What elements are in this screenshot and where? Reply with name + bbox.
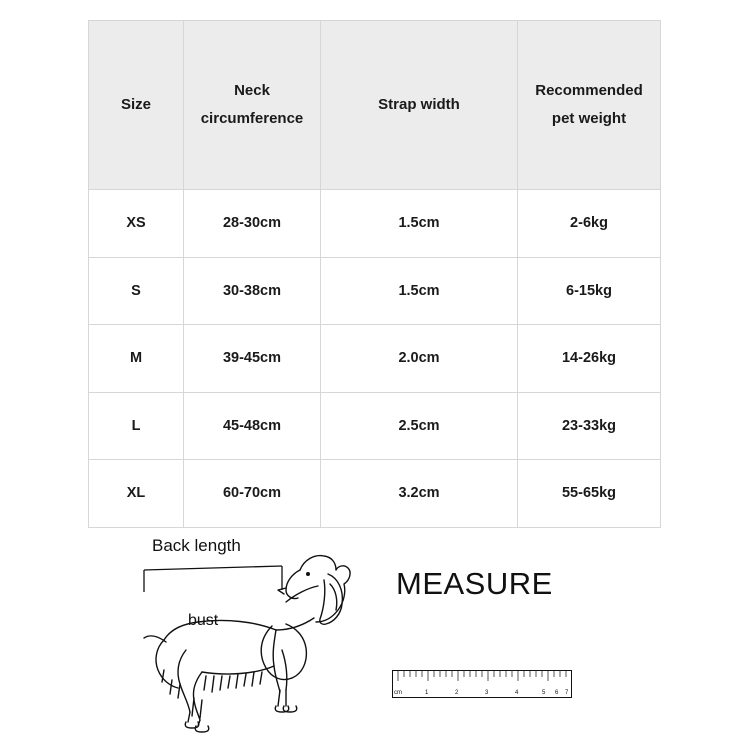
measurement-illustration [0, 520, 750, 750]
table-row [89, 325, 661, 393]
cell-strap: 3.2cm [321, 460, 518, 528]
ruler-icon [392, 670, 572, 710]
cell-strap: 2.0cm [321, 325, 518, 393]
ruler-tick-label: 1 [425, 690, 429, 696]
table-row [89, 190, 661, 258]
cell-neck: 30-38cm [184, 257, 321, 325]
ruler-tick-label: 5 [542, 690, 546, 696]
cell-strap: 1.5cm [321, 190, 518, 258]
ruler-tick-label: 6 [555, 690, 559, 696]
measure-title: MEASURE [396, 566, 553, 601]
table-row [89, 460, 661, 528]
column-header-size: Size [89, 21, 184, 190]
cell-weight: 6-15kg [518, 257, 661, 325]
cell-weight: 55-65kg [518, 460, 661, 528]
cell-strap: 2.5cm [321, 392, 518, 460]
cell-size: M [89, 325, 184, 393]
cell-strap: 1.5cm [321, 257, 518, 325]
cell-weight: 23-33kg [518, 392, 661, 460]
column-header-neck-circumference [184, 21, 321, 190]
cell-size: XS [89, 190, 184, 258]
ruler-unit-label: cm [394, 690, 402, 696]
ruler-tick-label: 3 [485, 690, 489, 696]
size-chart-table [88, 20, 661, 528]
column-header-strap-width: Strap width [321, 21, 518, 190]
bust-label: bust [188, 612, 219, 629]
cell-neck: 45-48cm [184, 392, 321, 460]
cell-weight: 2-6kg [518, 190, 661, 258]
ruler-tick-label: 7 [565, 690, 569, 696]
cell-size: XL [89, 460, 184, 528]
table-header [89, 21, 661, 190]
column-header-recommended-pet-weight [518, 21, 661, 190]
column-header-weight-line2: pet weight [551, 110, 627, 127]
cell-neck: 28-30cm [184, 190, 321, 258]
ruler-tick-label: 4 [515, 690, 519, 696]
cell-size: L [89, 392, 184, 460]
cell-size: S [89, 257, 184, 325]
column-header-neck-line2: circumference [200, 110, 304, 127]
column-header-weight-line1: Recommended [535, 82, 643, 99]
cell-weight: 14-26kg [518, 325, 661, 393]
table-body [89, 190, 661, 528]
cell-neck: 39-45cm [184, 325, 321, 393]
back-length-label: Back length [152, 536, 241, 555]
table-row [89, 257, 661, 325]
ruler-tick-label: 2 [455, 690, 459, 696]
dog-illustration-icon [86, 530, 386, 740]
cell-neck: 60-70cm [184, 460, 321, 528]
table-row [89, 392, 661, 460]
table-header-row [89, 21, 661, 190]
column-header-neck-line1: Neck [234, 82, 270, 99]
